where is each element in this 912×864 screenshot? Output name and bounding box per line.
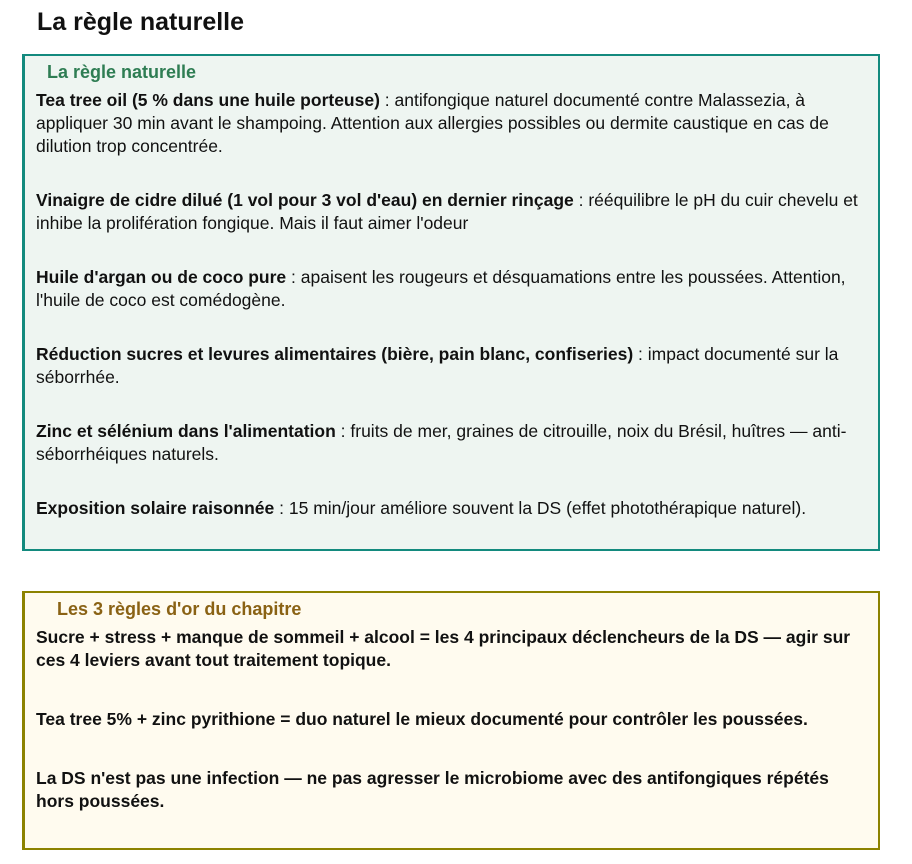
box-title: La règle naturelle: [47, 62, 197, 82]
box-title: Les 3 règles d'or du chapitre: [57, 599, 302, 619]
list-item: Sucre + stress + manque de sommeil + alcool = les 4 principaux déclencheurs de la DS — agir sur ces 4 leviers avant tout traitement topique.: [36, 627, 851, 670]
list-item: Huile d'argan ou de coco pure : apaisent les rougeurs et désquamations entre les poussées. Attention, l'huile de coco est comédogène.: [36, 267, 846, 310]
list-item: Exposition solaire raisonnée : 15 min/jour améliore souvent la DS (effet photothérapique naturel).: [36, 498, 807, 518]
list-item: Réduction sucres et levures alimentaires (bière, pain blanc, confiseries) : impact documenté sur la séborrhée.: [36, 344, 839, 387]
page-title: La règle naturelle: [37, 8, 245, 36]
list-item: Tea tree oil (5 % dans une huile porteuse) : antifongique naturel documenté contre Malassezia, à appliquer 30 min avant le shampoing. Attention aux allergies possibles ou dermite caustique en cas de dilution trop concentrée.: [36, 90, 829, 156]
list-item: La DS n'est pas une infection — ne pas agresser le microbiome avec des antifongiques répétés hors poussées.: [36, 768, 829, 811]
golden-rules-box: [22, 591, 880, 850]
list-item: Vinaigre de cidre dilué (1 vol pour 3 vol d'eau) en dernier rinçage : rééquilibre le pH du cuir chevelu et inhibe la prolifération fongique. Mais il faut aimer l'odeur: [36, 190, 858, 233]
list-item: Tea tree 5% + zinc pyrithione = duo naturel le mieux documenté pour contrôler les poussées.: [36, 709, 808, 729]
list-item: Zinc et sélénium dans l'alimentation : fruits de mer, graines de citrouille, noix du Brésil, huîtres — anti-séborrhéiques naturels.: [36, 421, 847, 464]
natural-rule-box: [22, 54, 880, 551]
